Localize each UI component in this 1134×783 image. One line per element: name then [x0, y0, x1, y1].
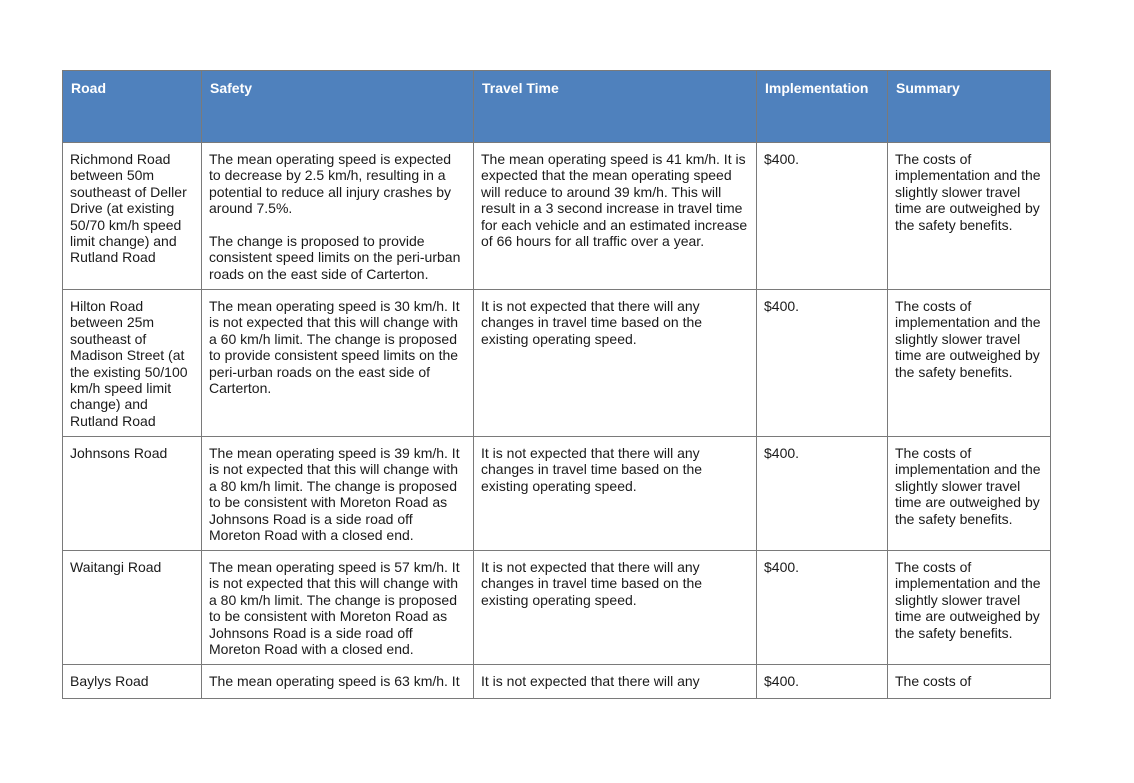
cell-road: Waitangi Road: [63, 551, 202, 665]
cell-summary: The costs of implementation and the slightly slower travel time are outweighed by the safety benefits.: [888, 437, 1051, 551]
header-road: Road: [63, 71, 202, 143]
table-row: [63, 665, 1051, 699]
cell-safety: [202, 143, 474, 290]
header-travel-time: Travel Time: [474, 71, 757, 143]
safety-paragraph: The mean operating speed is expected to decrease by 2.5 km/h, resulting in a potential to reduce all injury crashes by around 7.5%.: [209, 151, 452, 217]
cell-travel-time: It is not expected that there will any: [474, 665, 757, 699]
cell-travel-time: It is not expected that there will any changes in travel time based on the existing operating speed.: [474, 290, 757, 437]
cell-implementation: $400.: [757, 143, 888, 290]
cell-summary: The costs of implementation and the slightly slower travel time are outweighed by the safety benefits.: [888, 290, 1051, 437]
cell-safety: The mean operating speed is 57 km/h. It is not expected that this will change with a 80 km/h limit. The change is proposed to be consistent with Moreton Road as Johnsons Road is a side road off Moreton Road with a closed end.: [202, 551, 474, 665]
paragraph-gap: [209, 217, 466, 233]
table-row: [63, 143, 1051, 290]
cell-road: Hilton Road between 25m southeast of Madison Street (at the existing 50/100 km/h speed limit change) and Rutland Road: [63, 290, 202, 437]
cell-travel-time: It is not expected that there will any changes in travel time based on the existing operating speed.: [474, 437, 757, 551]
table-row: [63, 551, 1051, 665]
cell-implementation: $400.: [757, 290, 888, 437]
cell-implementation: $400.: [757, 551, 888, 665]
table-row: [63, 437, 1051, 551]
header-summary: Summary: [888, 71, 1051, 143]
cell-implementation: $400.: [757, 437, 888, 551]
cell-summary: The costs of: [888, 665, 1051, 699]
cell-summary: The costs of implementation and the slightly slower travel time are outweighed by the safety benefits.: [888, 143, 1051, 290]
cell-travel-time: It is not expected that there will any changes in travel time based on the existing operating speed.: [474, 551, 757, 665]
cell-road: Johnsons Road: [63, 437, 202, 551]
cell-travel-time: The mean operating speed is 41 km/h. It is expected that the mean operating speed will reduce to around 39 km/h. This will result in a 3 second increase in travel time for each vehicle and an estimated increase of 66 hours for all traffic over a year.: [474, 143, 757, 290]
cell-safety: The mean operating speed is 39 km/h. It is not expected that this will change with a 80 km/h limit. The change is proposed to be consistent with Moreton Road as Johnsons Road is a side road off Moreton Road with a closed end.: [202, 437, 474, 551]
cell-safety: The mean operating speed is 63 km/h. It: [202, 665, 474, 699]
table-body: [63, 143, 1051, 699]
table-header: [63, 71, 1051, 143]
cell-road: Richmond Road between 50m southeast of Deller Drive (at existing 50/70 km/h speed limit change) and Rutland Road: [63, 143, 202, 290]
cell-summary: The costs of implementation and the slightly slower travel time are outweighed by the safety benefits.: [888, 551, 1051, 665]
header-implementation: Implementation: [757, 71, 888, 143]
speed-limit-assessment-table: [62, 70, 1051, 699]
cell-implementation: $400.: [757, 665, 888, 699]
cell-safety: The mean operating speed is 30 km/h. It is not expected that this will change with a 60 km/h limit. The change is proposed to provide consistent speed limits on the peri-urban roads on the east side of Carterton.: [202, 290, 474, 437]
safety-paragraph: The change is proposed to provide consistent speed limits on the peri-urban roads on the east side of Carterton.: [209, 233, 461, 282]
table-row: [63, 290, 1051, 437]
header-safety: Safety: [202, 71, 474, 143]
cell-road: Baylys Road: [63, 665, 202, 699]
header-row: [63, 71, 1051, 143]
